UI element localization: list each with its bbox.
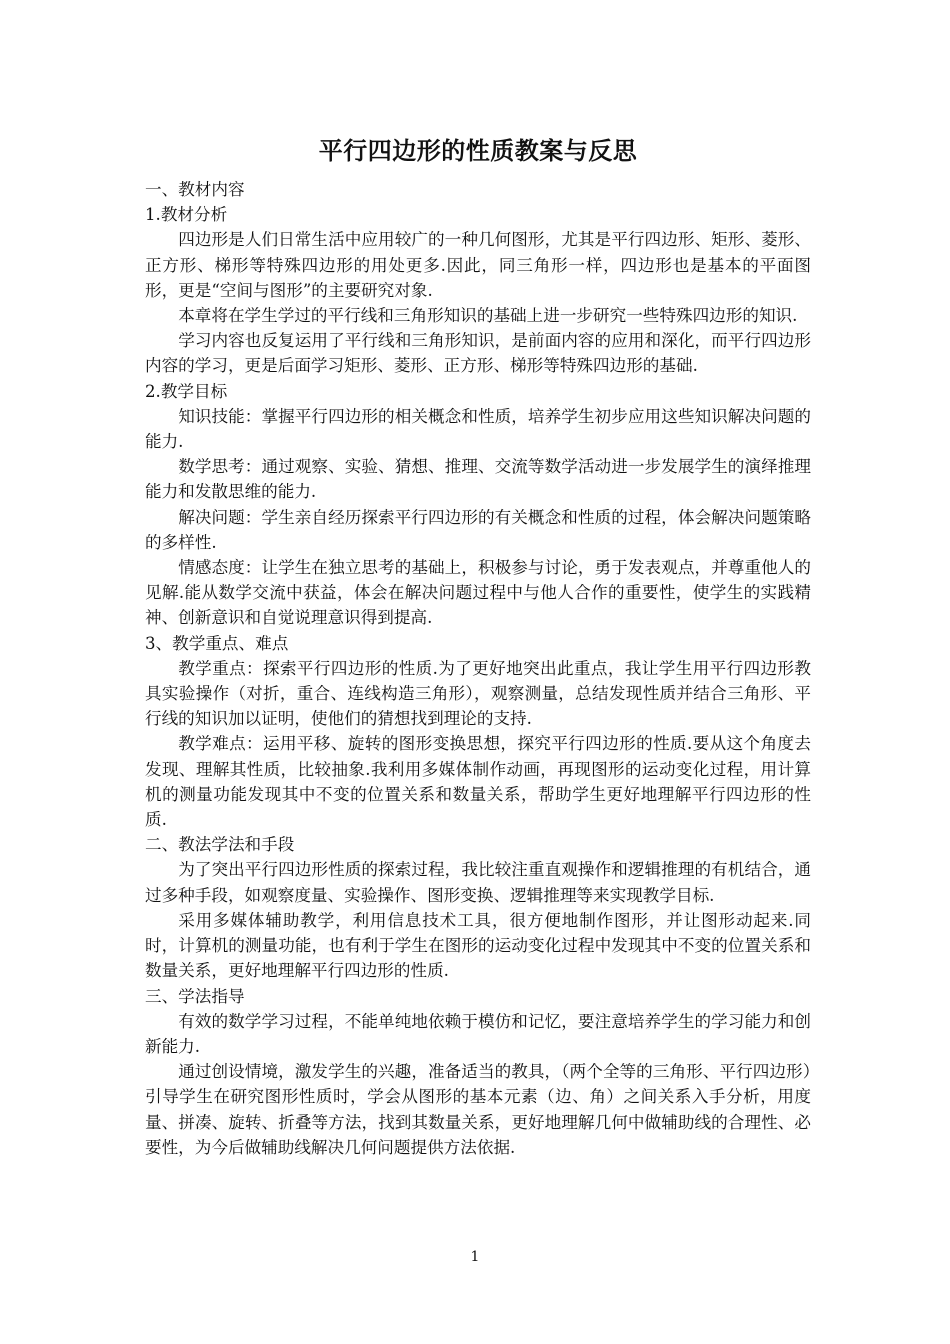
paragraph: 学习内容也反复运用了平行线和三角形知识，是前面内容的应用和深化，而平行四边形内容的学习，更是后面学习矩形、菱形、正方形、梯形等特殊四边形的基础. bbox=[145, 331, 811, 376]
paragraph: 教学重点：探索平行四边形的性质.为了更好地突出此重点，我让学生用平行四边形教具实验操作（对折，重合、连线构造三角形），观察测量，总结发现性质并结合三角形、平行线的知识加以证明，使他们的猜想找到理论的支持. bbox=[145, 658, 811, 729]
section-heading: 二、教法学法和手段 bbox=[145, 835, 295, 855]
section-heading: 2.教学目标 bbox=[145, 381, 228, 401]
paragraph: 有效的数学学习过程，不能单纯地依赖于模仿和记忆，要注意培养学生的学习能力和创新能力. bbox=[145, 1011, 811, 1056]
section-heading: 三、学法指导 bbox=[145, 986, 245, 1006]
section-heading: 1.教材分析 bbox=[145, 205, 228, 225]
paragraph: 解决问题：学生亲自经历探索平行四边形的有关概念和性质的过程，体会解决问题策略的多样性. bbox=[145, 507, 811, 552]
document-blocks bbox=[145, 177, 811, 1160]
paragraph: 通过创设情境，激发学生的兴趣，准备适当的教具，（两个全等的三角形、平行四边形）引导学生在研究图形性质时，学会从图形的基本元素（边、角）之间关系入手分析，用度量、拼凑、旋转、折叠等方法，找到其数量关系，更好地理解几何中做辅助线的合理性、必要性，为今后做辅助线解决几何问题提供方法依据. bbox=[145, 1062, 811, 1157]
paragraph: 为了突出平行四边形性质的探索过程，我比较注重直观操作和逻辑推理的有机结合，通过多种手段，如观察度量、实验操作、图形变换、逻辑推理等来实现教学目标. bbox=[145, 860, 811, 905]
section-heading: 3、教学重点、难点 bbox=[145, 633, 289, 653]
paragraph: 本章将在学生学过的平行线和三角形知识的基础上进一步研究一些特殊四边形的知识. bbox=[178, 306, 798, 326]
paragraph: 教学难点：运用平移、旋转的图形变换思想，探究平行四边形的性质.要从这个角度去发现、理解其性质，比较抽象.我利用多媒体制作动画，再现图形的运动变化过程，用计算机的测量功能发现其中不变的位置关系和数量关系，帮助学生更好地理解平行四边形的性质. bbox=[145, 734, 811, 830]
document-title: 平行四边形的性质教案与反思 bbox=[318, 136, 638, 165]
paragraph: 情感态度：让学生在独立思考的基础上，积极参与讨论，勇于发表观点，并尊重他人的见解.能从数学交流中获益，体会在解决问题过程中与他人合作的重要性，使学生的实践精神、创新意识和自觉说理意识得到提高. bbox=[145, 558, 811, 628]
paragraph: 知识技能：掌握平行四边形的相关概念和性质，培养学生初步应用这些知识解决问题的能力. bbox=[145, 406, 811, 452]
paragraph: 采用多媒体辅助教学，利用信息技术工具，很方便地制作图形，并让图形动起来.同时，计算机的测量功能，也有利于学生在图形的运动变化过程中发现其中不变的位置关系和数量关系，更好地理解平行四边形的性质. bbox=[145, 910, 811, 981]
page-number: 1 bbox=[470, 1249, 480, 1265]
section-heading: 一、教材内容 bbox=[145, 180, 245, 199]
document-body bbox=[145, 131, 811, 1160]
paragraph: 数学思考：通过观察、实验、猜想、推理、交流等数学活动进一步发展学生的演绎推理能力和发散思维的能力. bbox=[145, 457, 811, 502]
paragraph: 四边形是人们日常生活中应用较广的一种几何图形，尤其是平行四边形、矩形、菱形、正方形、梯形等特殊四边形的用处更多.因此，同三角形一样，四边形也是基本的平面图形，更是“空间与图形”的主要研究对象. bbox=[145, 230, 811, 300]
